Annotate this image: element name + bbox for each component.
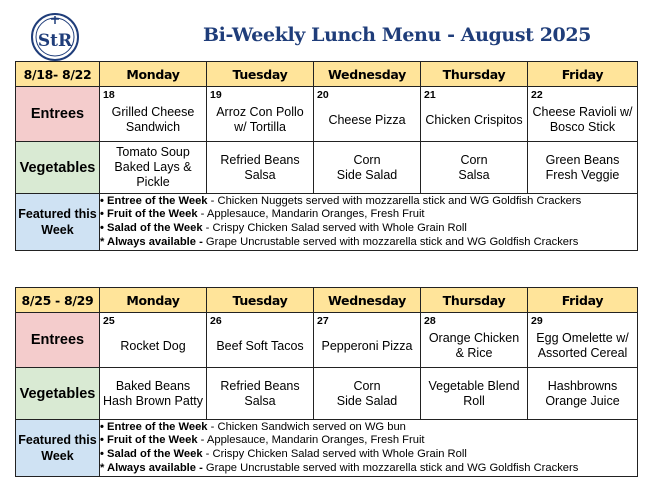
vegetables-cell	[421, 368, 528, 420]
vegetables-text: Baked Beans Hash Brown Patty	[102, 378, 204, 408]
day-header-wednesday: Wednesday	[314, 62, 421, 87]
entree-cell	[421, 87, 528, 142]
entree-cell	[528, 313, 638, 368]
entree-text: Chicken Crispitos	[425, 112, 523, 127]
vegetables-cell	[100, 142, 207, 194]
day-header-friday: Friday	[528, 62, 638, 87]
date-number: 20	[317, 89, 329, 101]
entree-text: Rocket Dog	[120, 338, 186, 353]
week-2-menu-table	[15, 287, 638, 477]
day-header-tuesday: Tuesday	[207, 62, 314, 87]
entree-text: Arroz Con Pollo w/ Tortilla	[216, 105, 304, 134]
date-number: 22	[531, 89, 543, 101]
date-number: 27	[317, 315, 329, 327]
featured-line-salad: • Salad of the Week - Crispy Chicken Salad served with Whole Grain Roll	[100, 222, 467, 234]
vegetables-text: Hashbrowns Orange Juice	[545, 378, 620, 408]
featured-line-always: * Always available - Grape Uncrustable served with mozzarella stick and WG Goldfish Crackers	[100, 461, 579, 474]
entree-text: Egg Omelette w/ Assorted Cereal	[536, 331, 629, 360]
vegetables-cell	[528, 368, 638, 420]
entree-cell	[421, 313, 528, 368]
date-number: 26	[210, 315, 222, 327]
entree-cell	[528, 87, 638, 142]
vegetables-text: Corn Salsa	[458, 152, 490, 182]
featured-line-salad: • Salad of the Week - Crispy Chicken Salad served with Whole Grain Roll	[100, 448, 467, 460]
week-range: 8/18- 8/22	[16, 62, 100, 87]
featured-line-entree: • Entree of the Week - Chicken Sandwich served on WG bun	[100, 420, 406, 433]
featured-items	[100, 420, 638, 477]
vegetables-label: Vegetables	[16, 368, 100, 420]
date-number: 28	[424, 315, 436, 327]
vegetables-text: Refried Beans Salsa	[220, 378, 300, 408]
vegetables-text: Vegetable Blend Roll	[428, 378, 520, 408]
vegetables-cell	[528, 142, 638, 194]
logo-text: StR	[37, 31, 73, 51]
entree-cell	[100, 87, 207, 142]
featured-items	[100, 194, 638, 251]
day-header-tuesday: Tuesday	[207, 288, 314, 313]
date-number: 25	[103, 315, 115, 327]
entree-cell	[100, 313, 207, 368]
school-crest-icon	[30, 12, 80, 62]
entree-text: Grilled Cheese Sandwich	[111, 105, 195, 134]
entree-text: Orange Chicken & Rice	[428, 331, 520, 360]
entree-text: Pepperoni Pizza	[321, 338, 413, 353]
date-number: 18	[103, 89, 115, 101]
date-number: 29	[531, 315, 543, 327]
entree-text: Cheese Ravioli w/ Bosco Stick	[532, 105, 633, 134]
vegetables-text: Corn Side Salad	[336, 152, 398, 182]
vegetables-cell	[207, 368, 314, 420]
vegetables-text: Corn Side Salad	[336, 378, 398, 408]
featured-line-entree: • Entree of the Week - Chicken Nuggets served with mozzarella stick and WG Goldfish Crackers	[100, 194, 582, 207]
entree-text: Cheese Pizza	[328, 112, 406, 127]
day-header-monday: Monday	[100, 288, 207, 313]
date-number: 21	[424, 89, 436, 101]
day-header-thursday: Thursday	[421, 288, 528, 313]
featured-label: Featured this Week	[16, 194, 100, 251]
page-title: Bi-Weekly Lunch Menu - August 2025	[203, 24, 591, 46]
vegetables-label: Vegetables	[16, 142, 100, 194]
featured-line-fruit: • Fruit of the Week - Applesauce, Mandarin Oranges, Fresh Fruit	[100, 434, 425, 447]
entree-cell	[314, 87, 421, 142]
entree-cell	[207, 313, 314, 368]
day-header-wednesday: Wednesday	[314, 288, 421, 313]
entrees-label: Entrees	[16, 313, 100, 368]
entree-text: Beef Soft Tacos	[216, 338, 304, 353]
featured-label: Featured this Week	[16, 420, 100, 477]
vegetables-cell	[100, 368, 207, 420]
entrees-label: Entrees	[16, 87, 100, 142]
vegetables-text: Green Beans Fresh Veggie	[545, 152, 620, 182]
vegetables-text: Tomato Soup Baked Lays & Pickle	[114, 145, 192, 189]
day-header-thursday: Thursday	[421, 62, 528, 87]
featured-line-fruit: • Fruit of the Week - Applesauce, Mandarin Oranges, Fresh Fruit	[100, 208, 425, 221]
entree-cell	[314, 313, 421, 368]
day-header-monday: Monday	[100, 62, 207, 87]
day-header-friday: Friday	[528, 288, 638, 313]
vegetables-cell	[314, 142, 421, 194]
date-number: 19	[210, 89, 222, 101]
vegetables-cell	[207, 142, 314, 194]
vegetables-cell	[314, 368, 421, 420]
entree-cell	[207, 87, 314, 142]
featured-line-always: * Always available - Grape Uncrustable served with mozzarella stick and WG Goldfish Crackers	[100, 235, 579, 248]
vegetables-cell	[421, 142, 528, 194]
vegetables-text: Refried Beans Salsa	[220, 152, 300, 182]
week-range: 8/25 - 8/29	[16, 288, 100, 313]
week-1-menu-table	[15, 61, 638, 251]
